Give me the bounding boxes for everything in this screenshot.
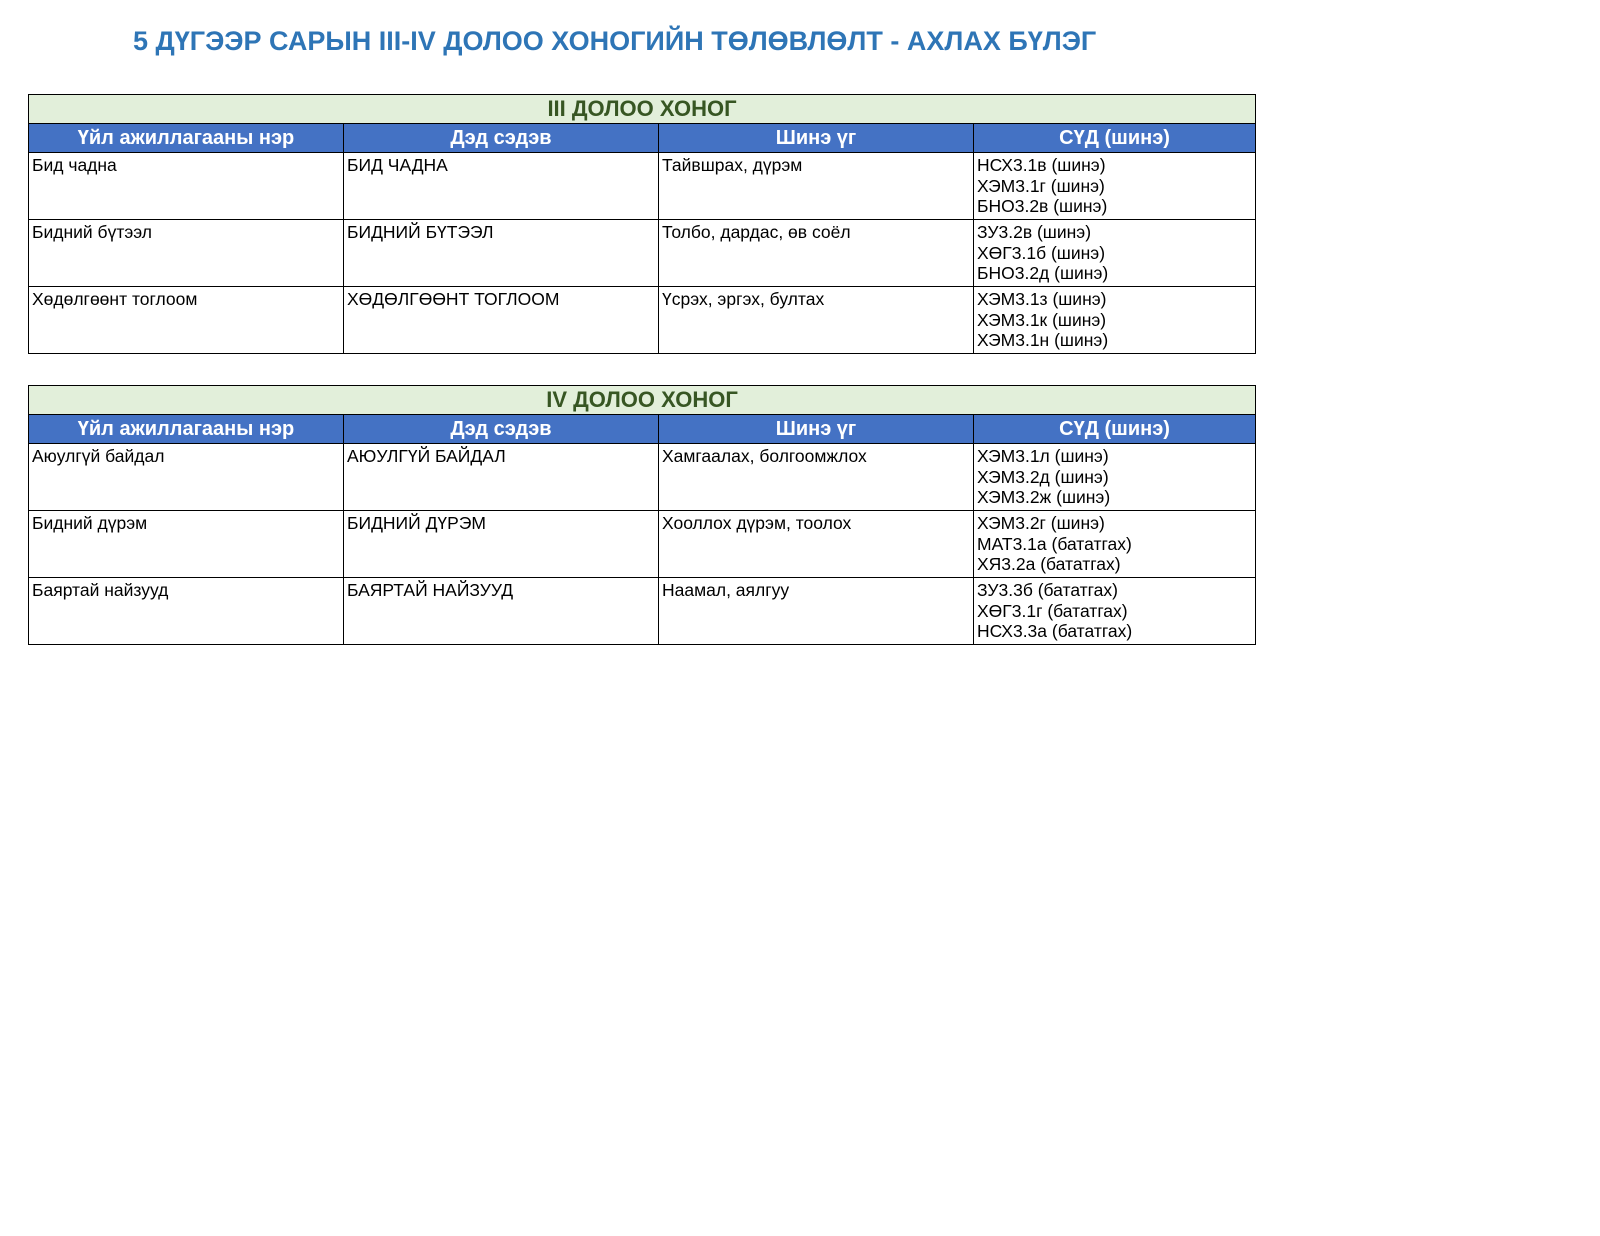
column-header-activity: Үйл ажиллагааны нэр [29, 124, 344, 153]
new-words-cell: Толбо, дардас, өв соёл [659, 220, 974, 287]
activity-cell: Бидний бүтээл [29, 220, 344, 287]
column-header-new-words: Шинэ үг [659, 415, 974, 444]
column-header-new-words: Шинэ үг [659, 124, 974, 153]
new-words-cell: Тайвшрах, дүрэм [659, 153, 974, 220]
subtopic-cell: АЮУЛГҮЙ БАЙДАЛ [344, 444, 659, 511]
table-row [29, 578, 1256, 645]
standard-item: ХЭМ3.1л (шинэ) [977, 446, 1109, 466]
standard-item: ХЭМ3.1г (шинэ) [977, 175, 1105, 196]
table-row [29, 444, 1256, 511]
table-row [29, 220, 1256, 287]
column-header-subtopic: Дэд сэдэв [344, 415, 659, 444]
standard-item: БНО3.2д (шинэ) [977, 263, 1109, 283]
standard-item: ХӨГ3.1б (шинэ) [977, 242, 1106, 263]
table-header-row [29, 124, 1256, 153]
new-words-cell: Наамал, аялгуу [659, 578, 974, 645]
activity-cell: Бид чадна [29, 153, 344, 220]
standard-item: БНО3.2в (шинэ) [977, 196, 1108, 216]
column-header-standards: СҮД (шинэ) [974, 415, 1256, 444]
standard-item: ХЭМ3.1к (шинэ) [977, 309, 1107, 330]
week-table [28, 385, 1256, 645]
standard-item: ХЭМ3.1з (шинэ) [977, 289, 1107, 309]
activity-cell: Хөдөлгөөнт тоглоом [29, 287, 344, 354]
week-title: III ДОЛОО ХОНОГ [29, 95, 1256, 124]
subtopic-cell: ХӨДӨЛГӨӨНТ ТОГЛООМ [344, 287, 659, 354]
new-words-cell: Хамгаалах, болгоомжлох [659, 444, 974, 511]
activity-cell: Баяртай найзууд [29, 578, 344, 645]
standards-cell [974, 511, 1256, 578]
table-row [29, 287, 1256, 354]
standard-item: ЗУ3.2в (шинэ) [977, 222, 1092, 242]
table-row [29, 153, 1256, 220]
standard-item: ХЭМ3.1н (шинэ) [977, 330, 1109, 350]
week-title: IV ДОЛОО ХОНОГ [29, 386, 1256, 415]
standard-item: ХЭМ3.2д (шинэ) [977, 466, 1109, 487]
standard-item: ХӨГ3.1г (бататгах) [977, 600, 1128, 621]
new-words-cell: Хооллох дүрэм, тоолох [659, 511, 974, 578]
column-header-standards: СҮД (шинэ) [974, 124, 1256, 153]
subtopic-cell: БИДНИЙ БҮТЭЭЛ [344, 220, 659, 287]
standard-item: ХЭМ3.2ж (шинэ) [977, 487, 1111, 507]
column-header-activity: Үйл ажиллагааны нэр [29, 415, 344, 444]
standard-item: ЗУ3.3б (бататгах) [977, 580, 1118, 600]
table-row [29, 511, 1256, 578]
table-header-row [29, 415, 1256, 444]
subtopic-cell: БИДНИЙ ДҮРЭМ [344, 511, 659, 578]
page-title: 5 ДҮГЭЭР САРЫН III-IV ДОЛОО ХОНОГИЙН ТӨЛӨВЛӨЛТ - АХЛАХ БҮЛЭГ [133, 26, 1097, 56]
week-table [28, 94, 1256, 354]
standard-item: ХЭМ3.2г (шинэ) [977, 513, 1105, 533]
activity-cell: Аюулгүй байдал [29, 444, 344, 511]
standard-item: МАТ3.1а (бататгах) [977, 533, 1132, 554]
standards-cell [974, 153, 1256, 220]
column-header-subtopic: Дэд сэдэв [344, 124, 659, 153]
standard-item: НСХ3.1в (шинэ) [977, 155, 1106, 175]
standards-cell [974, 220, 1256, 287]
standards-cell [974, 578, 1256, 645]
new-words-cell: Үсрэх, эргэх, бултах [659, 287, 974, 354]
activity-cell: Бидний дүрэм [29, 511, 344, 578]
subtopic-cell: БАЯРТАЙ НАЙЗУУД [344, 578, 659, 645]
standards-cell [974, 444, 1256, 511]
standard-item: ХЯ3.2а (бататгах) [977, 554, 1121, 574]
subtopic-cell: БИД ЧАДНА [344, 153, 659, 220]
standards-cell [974, 287, 1256, 354]
standard-item: НСХ3.3а (бататгах) [977, 621, 1133, 641]
